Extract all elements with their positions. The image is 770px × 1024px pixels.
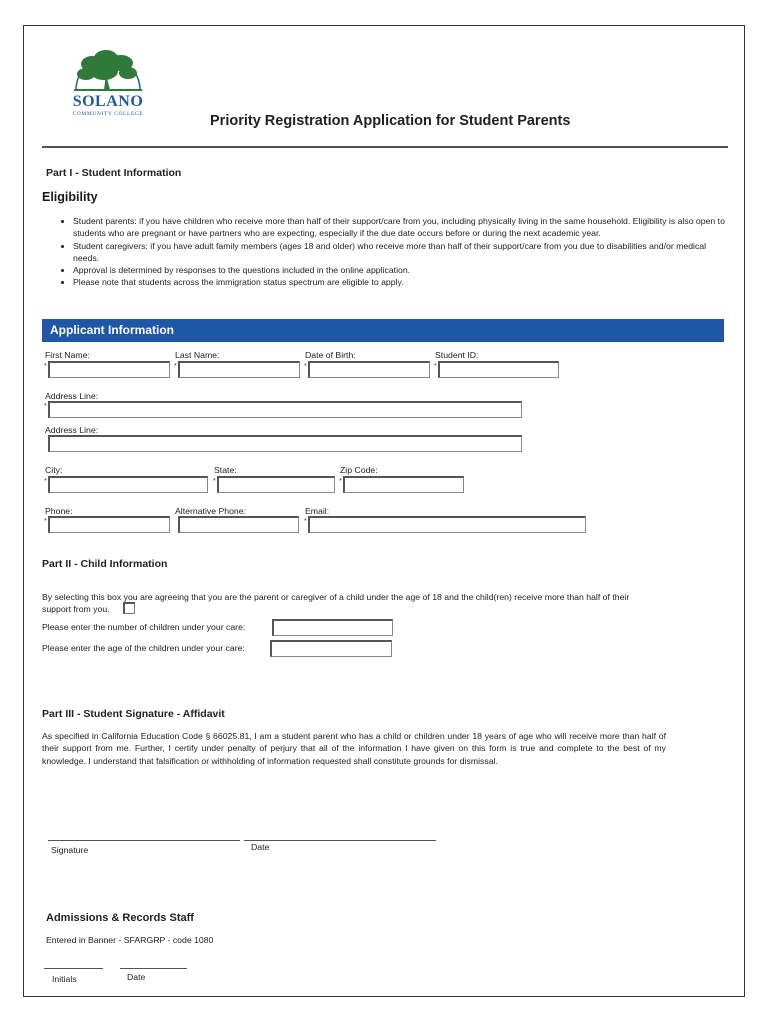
- required-mark: *: [44, 518, 47, 525]
- last-name-label: Last Name:: [175, 350, 220, 360]
- student-id-field[interactable]: [438, 361, 559, 378]
- eligibility-bullet: • Student parents: if you have children who receive more than half of their support/care from you, including physically living in the same household. Eligibility is also open to students who are pregnant or have partners who are expecting, especially if the due date occurs before or during the next academic year.: [73, 215, 733, 240]
- dob-label: Date of Birth:: [305, 350, 356, 360]
- logo-name: SOLANO: [72, 93, 144, 110]
- email-field[interactable]: [308, 516, 586, 533]
- last-name-field[interactable]: [178, 361, 300, 378]
- applicant-info-title: Applicant Information: [50, 323, 174, 337]
- city-label: City:: [45, 465, 63, 475]
- email-label: Email:: [305, 506, 330, 516]
- initials-line[interactable]: [44, 968, 103, 969]
- num-children-field[interactable]: [272, 619, 393, 636]
- eligibility-bullet: • Student caregivers: if you have adult family members (ages 18 and older) who receive more than half of their support/care from you due to disabilities and/or medical needs.: [73, 240, 733, 265]
- required-mark: *: [339, 478, 342, 485]
- staff-entered-text: Entered in Banner - SFARGRP - code 1080: [46, 935, 214, 945]
- num-children-label: Please enter the number of children under your care:: [42, 622, 246, 632]
- required-mark: *: [304, 363, 307, 370]
- signature-label: Signature: [51, 845, 89, 855]
- eligibility-list: [58, 215, 733, 289]
- eligibility-title: Eligibility: [42, 190, 98, 204]
- part1-heading: Part I - Student Information: [46, 167, 182, 179]
- required-mark: *: [174, 363, 177, 370]
- zip-field[interactable]: [343, 476, 464, 493]
- part2-heading: Part II - Child Information: [42, 558, 168, 570]
- alt-phone-label: Alternative Phone:: [175, 506, 246, 516]
- header-divider: [42, 146, 728, 148]
- signature-line[interactable]: [48, 840, 240, 841]
- dob-field[interactable]: [308, 361, 430, 378]
- staff-heading: Admissions & Records Staff: [46, 912, 194, 924]
- address-line2-label: Address Line:: [45, 425, 99, 435]
- address-line2-field[interactable]: [48, 435, 522, 452]
- zip-label: Zip Code:: [340, 465, 378, 475]
- staff-date-line[interactable]: [120, 968, 187, 969]
- city-field[interactable]: [48, 476, 208, 493]
- part3-heading: Part III - Student Signature - Affidavit: [42, 708, 225, 720]
- required-mark: *: [213, 478, 216, 485]
- phone-label: Phone:: [45, 506, 73, 516]
- signature-date-line[interactable]: [244, 840, 436, 841]
- agree-text-line1: By selecting this box you are agreeing that you are the parent or caregiver of a child under the age of 18 and the child(ren) receive more than half of their: [42, 592, 630, 602]
- student-id-label: Student ID:: [435, 350, 479, 360]
- logo-subtitle: COMMUNITY COLLEGE: [72, 111, 144, 117]
- alt-phone-field[interactable]: [178, 516, 299, 533]
- required-mark: *: [44, 363, 47, 370]
- phone-field[interactable]: [48, 516, 170, 533]
- address-line1-label: Address Line:: [45, 391, 99, 401]
- age-children-label: Please enter the age of the children under your care:: [42, 643, 245, 653]
- agree-text-line2: support from you.: [42, 604, 110, 614]
- eligibility-bullet: • Please note that students across the immigration status spectrum are eligible to apply.: [73, 276, 733, 288]
- first-name-label: First Name:: [45, 350, 90, 360]
- state-field[interactable]: [217, 476, 335, 493]
- first-name-field[interactable]: [48, 361, 170, 378]
- eligibility-bullet: • Approval is determined by responses to the questions included in the online application.: [73, 264, 733, 276]
- state-label: State:: [214, 465, 237, 475]
- applicant-info-bar: [42, 319, 724, 342]
- age-children-field[interactable]: [270, 640, 392, 657]
- agree-checkbox[interactable]: [123, 602, 135, 614]
- page-title: Priority Registration Application for Student Parents: [210, 113, 571, 129]
- required-mark: *: [434, 363, 437, 370]
- initials-label: Initials: [52, 974, 77, 984]
- affidavit-text: As specified in California Education Code § 66025.81, I am a student parent who has a child or children under 18 years of age who will receive more than half of their support from me. Further, I certify under penalty of perjury that all of the information I have given on this form is true and complete to the best of my knowledge. I understand that falsification or withholding of information requested shall constitute grounds for dismissal.: [42, 731, 666, 766]
- address-line1-field[interactable]: [48, 401, 522, 418]
- required-mark: *: [304, 518, 307, 525]
- required-mark: *: [44, 403, 47, 410]
- signature-date-label: Date: [251, 842, 270, 852]
- staff-date-label: Date: [127, 972, 146, 982]
- required-mark: *: [44, 478, 47, 485]
